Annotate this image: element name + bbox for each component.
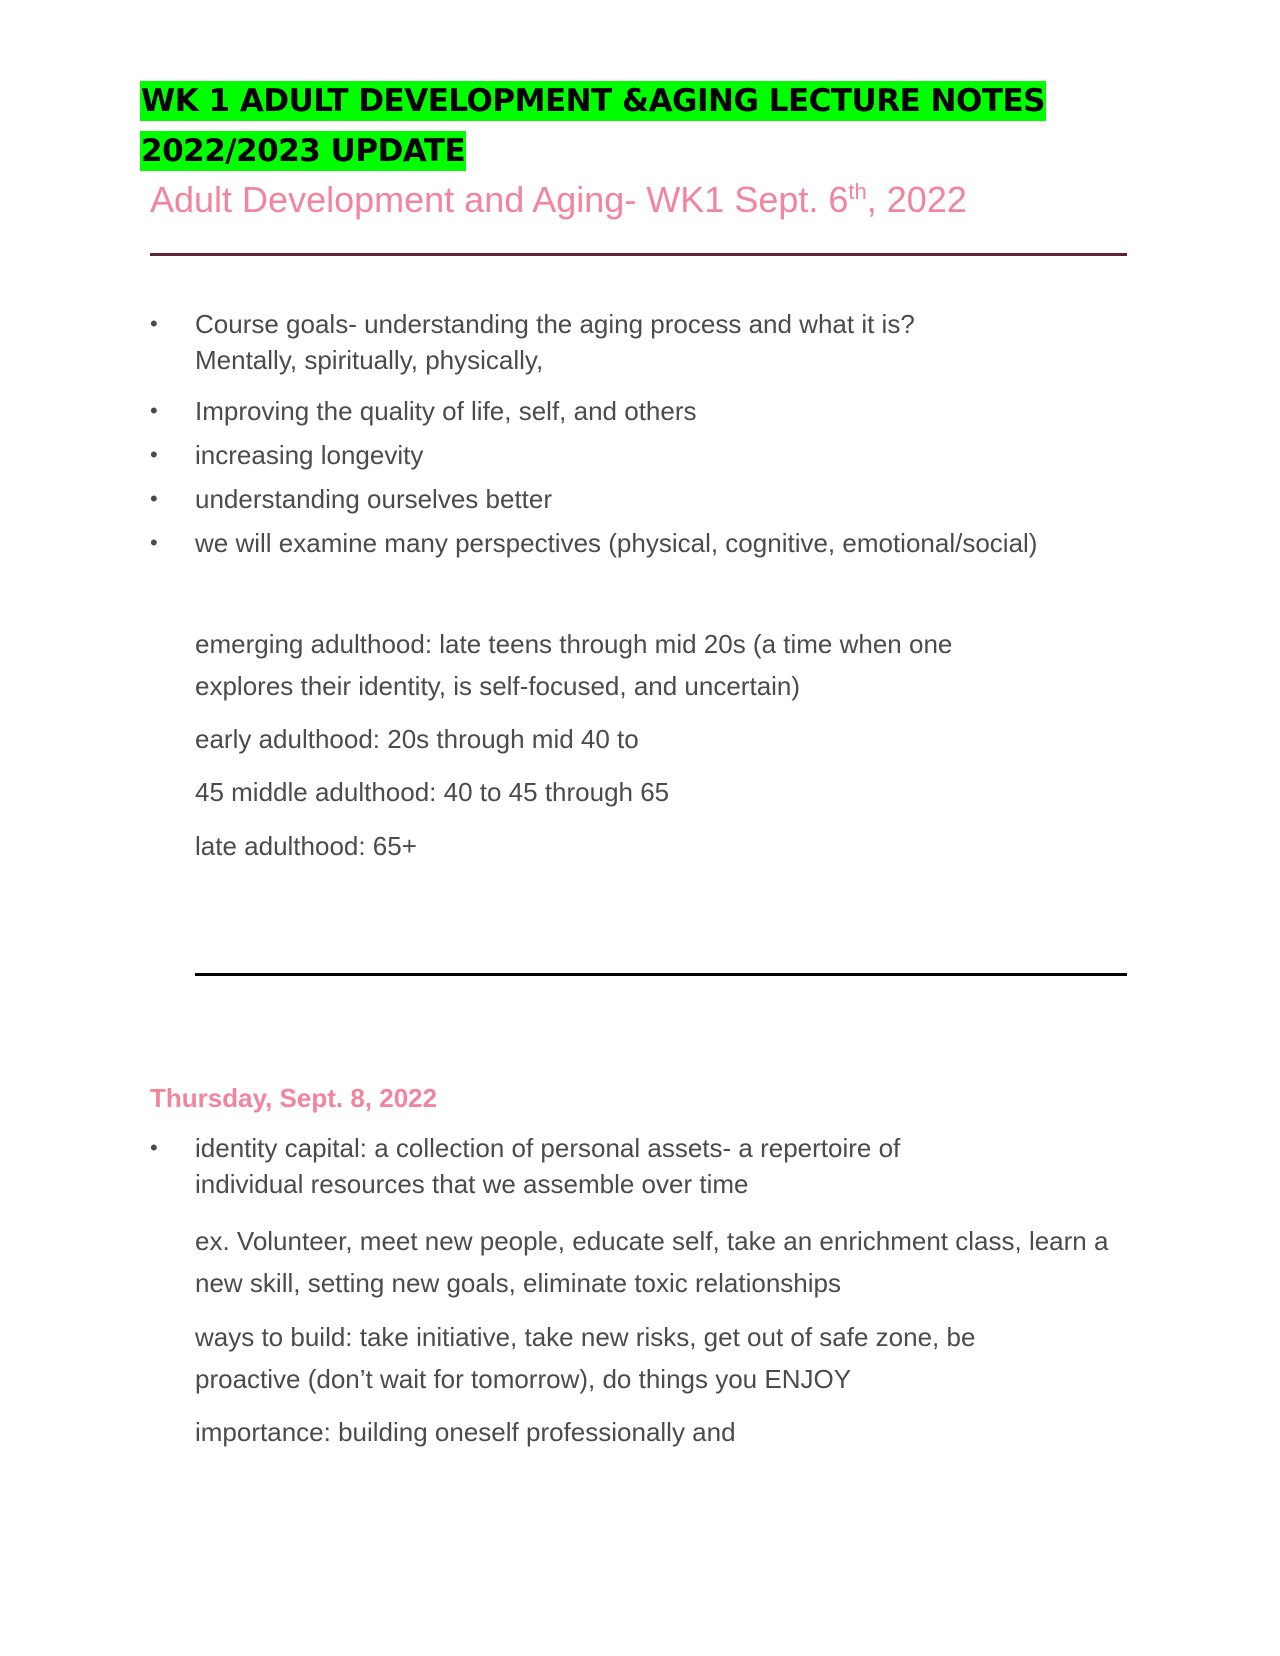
bullet-icon: • bbox=[150, 1135, 158, 1160]
bullet-icon: • bbox=[150, 311, 158, 336]
list-item-text: increasing longevity bbox=[195, 440, 424, 470]
list-item-text: we will examine many perspectives (physical, cognitive, emotional/social) bbox=[195, 528, 1038, 558]
subtitle-text: Adult Development and Aging- WK1 Sept. 6 bbox=[150, 179, 849, 220]
list-item-text: Course goals- understanding the aging process and what it is? Mentally, spiritually, physically, bbox=[195, 309, 915, 375]
document-title-line-1: WK 1 ADULT DEVELOPMENT &AGING LECTURE NOTES bbox=[141, 83, 1046, 119]
list-item-text: understanding ourselves better bbox=[195, 484, 553, 514]
document-title-line-2: 2022/2023 UPDATE bbox=[141, 133, 466, 169]
lecture-subtitle bbox=[150, 178, 967, 222]
list-item-text: Improving the quality of life, self, and others bbox=[195, 396, 697, 426]
subtitle-ordinal-suffix: th bbox=[848, 179, 867, 204]
subtitle-year: , 2022 bbox=[866, 179, 967, 220]
paragraph-emerging-adulthood: emerging adulthood: late teens through mid 20s (a time when one explores their identity, is self-focused, and uncertain) bbox=[195, 629, 953, 701]
list-item-text: identity capital: a collection of personal assets- a repertoire of individual resources that we assemble over time bbox=[195, 1133, 901, 1199]
bullet-icon: • bbox=[150, 398, 158, 423]
section-heading-thursday: Thursday, Sept. 8, 2022 bbox=[150, 1083, 438, 1113]
bullet-icon: • bbox=[150, 486, 158, 511]
section-divider bbox=[195, 973, 1127, 976]
paragraph-early-adulthood: early adulthood: 20s through mid 40 to bbox=[195, 724, 639, 754]
bullet-icon: • bbox=[150, 530, 158, 555]
paragraph-examples: ex. Volunteer, meet new people, educate self, take an enrichment class, learn a new skill, setting new goals, eliminate toxic relationships bbox=[195, 1226, 1109, 1298]
title-divider bbox=[150, 253, 1127, 256]
paragraph-middle-adulthood: 45 middle adulthood: 40 to 45 through 65 bbox=[195, 777, 670, 807]
paragraph-ways-to-build: ways to build: take initiative, take new risks, get out of safe zone, be proactive (don’t wait for tomorrow), do things you ENJOY bbox=[195, 1322, 976, 1394]
document-title bbox=[140, 76, 1046, 176]
bullet-icon: • bbox=[150, 442, 158, 467]
paragraph-importance: importance: building oneself professionally and bbox=[195, 1417, 736, 1447]
paragraph-late-adulthood: late adulthood: 65+ bbox=[195, 831, 417, 861]
